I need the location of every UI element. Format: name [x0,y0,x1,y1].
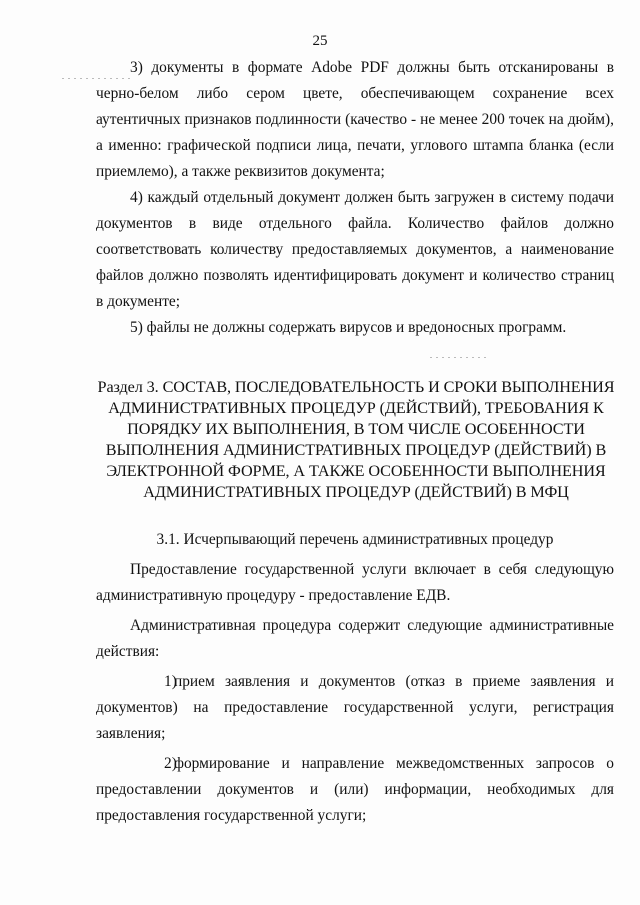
section-heading-line: ПОРЯДКУ ИХ ВЫПОЛНЕНИЯ, В ТОМ ЧИСЛЕ ОСОБЕННОСТИ [127,420,585,438]
requirement-item-3: 3) документы в формате Adobe PDF должны быть отсканированы в черно-белом либо сером цвете, обеспечивающем сохранение всех аутентичных признаков подлинности (качество - не менее 200 точек на дюйм), а именно: графической подписи лица, печати, углового штампа бланка (если приемлемо), а также реквизитов документа; [96,59,614,180]
subsection-paragraph-1: Предоставление государственной услуги включает в себя следующую административную процедуру - предоставление ЕДВ. [96,561,614,604]
section-heading-line: ВЫПОЛНЕНИЯ АДМИНИСТРАТИВНЫХ ПРОЦЕДУР (ДЕЙСТВИЙ) В [105,441,607,459]
action-number: 2) [164,755,177,772]
requirement-item-5: 5) файлы не должны содержать вирусов и вредоносных программ. [130,319,567,336]
section-heading-line: АДМИНИСТРАТИВНЫХ ПРОЦЕДУР (ДЕЙСТВИЙ) В МФЦ [143,483,569,501]
page-number: 25 [312,33,328,49]
document-body [96,55,614,829]
section-heading-line: Раздел 3. СОСТАВ, ПОСЛЕДОВАТЕЛЬНОСТЬ И СРОКИ ВЫПОЛНЕНИЯ [97,378,615,396]
section-heading-line: ЭЛЕКТРОННОЙ ФОРМЕ, А ТАКЖЕ ОСОБЕННОСТИ ВЫПОЛНЕНИЯ [106,462,606,480]
subsection-paragraph-2: Административная процедура содержит следующие административные действия: [96,617,614,660]
action-item-1 [96,669,614,747]
action-item-2 [96,751,614,829]
action-text: формирование и направление межведомственных запросов о предоставлении документов и (или) информации, необходимых для предоставления государственной услуги; [96,755,614,824]
action-text: прием заявления и документов (отказ в приеме заявления и документов) на предоставление государственной услуги, регистрация заявления; [96,673,614,742]
section-heading-line: АДМИНИСТРАТИВНЫХ ПРОЦЕДУР (ДЕЙСТВИЙ), ТРЕБОВАНИЯ К [108,399,604,417]
requirement-item-4: 4) каждый отдельный документ должен быть загружен в систему подачи документов в виде отдельного файла. Количество файлов должно соответствовать количеству предоставляемых документов, а наименование файлов должно позволять идентифицировать документ и количество страниц в документе; [96,189,614,310]
action-number: 1) [164,673,177,690]
section-3-heading [86,377,626,503]
subsection-3-1-heading: 3.1. Исчерпывающий перечень административных процедур [156,531,554,548]
